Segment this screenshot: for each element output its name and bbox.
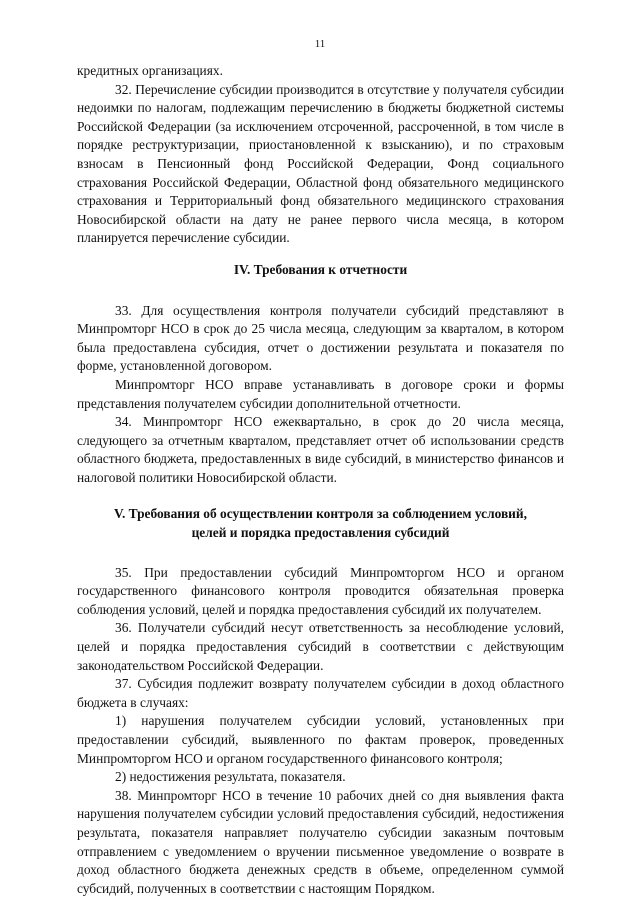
paragraph-37: 37. Субсидия подлежит возврату получателем субсидии в доход областного бюджета в случаях: xyxy=(77,676,564,710)
paragraph-36: 36. Получатели субсидий несут ответственность за несоблюдение условий, целей и порядка предоставления субсидий в соответствии с действующим законодательством Российской Федерации. xyxy=(77,620,564,673)
paragraph-32: 32. Перечисление субсидии производится в отсутствие у получателя субсидии недоимки по налогам, подлежащим перечислению в бюджеты бюджетной системы Российской Федерации (за исключением отсроченной, рассроченной, в том числе в порядке реструктуризации, приостановленной к взысканию), и по страховым взносам в Пенсионный фонд Российской Федерации, Фонд социального страхования Российской Федерации, Областной фонд обязательного медицинского страхования и Территориальный фонд обязательного медицинского страхования Новосибирской области на дату не ранее первого числа месяца, в котором планируется перечисление субсидии. xyxy=(77,81,564,246)
paragraph-continuation: кредитных организациях. xyxy=(77,63,223,78)
section-5-heading xyxy=(77,505,564,542)
page-number: 11 xyxy=(314,38,326,50)
section-5-heading-line-2: целей и порядка предоставления субсидий xyxy=(191,525,450,541)
document-body xyxy=(77,62,564,898)
paragraph-33-extra: Минпромторг НСО вправе устанавливать в договоре сроки и формы представления получателем субсидии дополнительной отчетности. xyxy=(77,376,564,411)
paragraph-34: 34. Минпромторг НСО ежеквартально, в срок до 20 числа месяца, следующего за отчетным кварталом, представляет отчет об использовании средств областного бюджета, предоставленных в виде субсидий, в министерство финансов и налоговой политики Новосибирской области. xyxy=(77,414,564,485)
section-5-heading-line-1: V. Требования об осуществлении контроля за соблюдением условий, xyxy=(114,506,527,522)
paragraph-33: 33. Для осуществления контроля получатели субсидий представляют в Минпромторг НСО в срок до 25 числа месяца, следующим за кварталом, в котором была предоставлена субсидия, отчет о достижении результата и показателя по форме, установленной договором. xyxy=(77,302,564,374)
list-item-1: 1) нарушения получателем субсидии условий, установленных при предоставлении субсидий, выявленного по фактам проверок, проведенных Минпромторгом НСО и органом государственного финансового контроля; xyxy=(77,713,564,766)
list-item-2: 2) недостижения результата, показателя. xyxy=(115,769,346,785)
paragraph-38: 38. Минпромторг НСО в течение 10 рабочих дней со дня выявления факта нарушения получателем субсидии условий предоставления субсидий, недостижения результата, показателя направляет получателю субсидии заказным почтовым отправлением с уведомлением о вручении письменное уведомление о возврате в доход областного бюджета денежных средств в объеме, определенном суммой субсидий, полученных в соответствии с настоящим Порядком. xyxy=(77,787,564,896)
section-4-heading: IV. Требования к отчетности xyxy=(233,261,408,277)
paragraph-35: 35. При предоставлении субсидий Минпромторгом НСО и органом государственного финансового контроля проводится обязательная проверка соблюдения условий, целей и порядка предоставления субсидий их получателем. xyxy=(77,564,564,617)
